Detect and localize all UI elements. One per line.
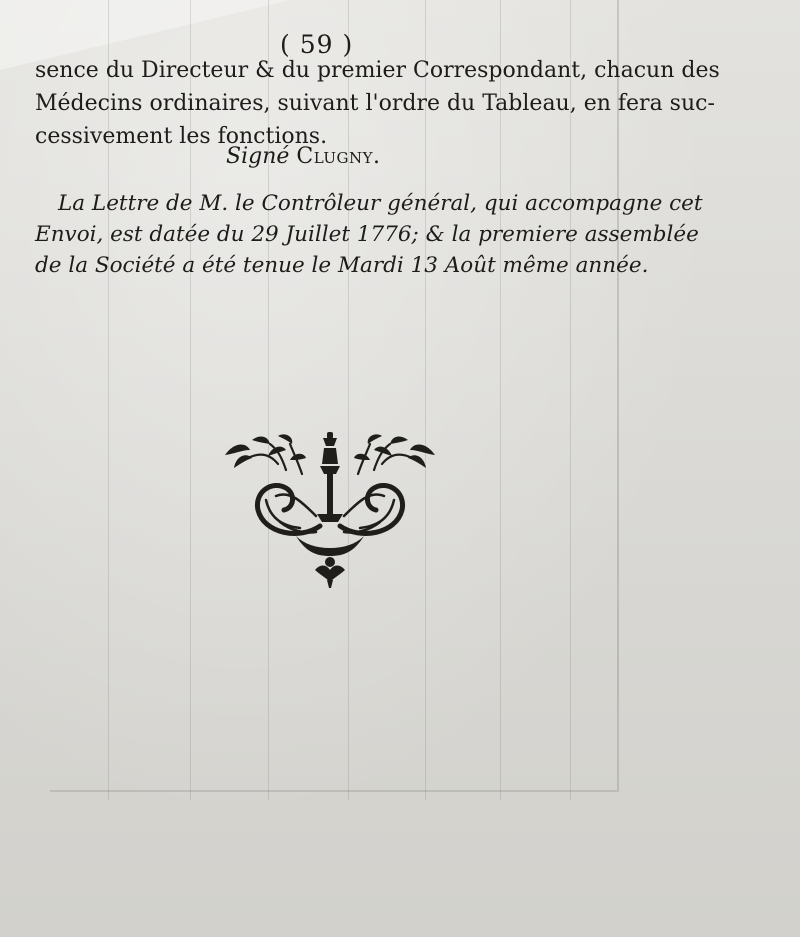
urn-icon xyxy=(317,432,343,522)
chain-line xyxy=(268,0,269,800)
chain-line xyxy=(570,0,571,800)
chain-line xyxy=(500,0,501,800)
signature-prefix: Signé xyxy=(226,144,297,169)
pendant-icon xyxy=(296,536,364,588)
chain-line xyxy=(190,0,191,800)
floral-vignette-icon xyxy=(220,430,440,590)
body-line: Médecins ordinaires, suivant l'ordre du Tableau, en fera suc- xyxy=(35,91,715,116)
body-line: sence du Directeur & du premier Correspondant, chacun des xyxy=(35,58,720,83)
body-line: cessivement les fonctions. xyxy=(35,124,328,149)
chain-line xyxy=(108,0,109,800)
note-line: Envoi, est datée du 29 Juillet 1776; & la premiere assemblée xyxy=(35,222,699,247)
page-number: ( 59 ) xyxy=(280,30,354,59)
note-line: de la Société a été tenue le Mardi 13 Août même année. xyxy=(35,253,649,278)
plate-edge-bottom xyxy=(50,790,619,792)
chain-line xyxy=(425,0,426,800)
plate-edge-right xyxy=(617,0,619,790)
signature-line xyxy=(226,146,381,168)
chain-line xyxy=(348,0,349,800)
signature-name: Clugny. xyxy=(296,144,381,169)
note-line: La Lettre de M. le Contrôleur général, qui accompagne cet xyxy=(58,191,703,216)
